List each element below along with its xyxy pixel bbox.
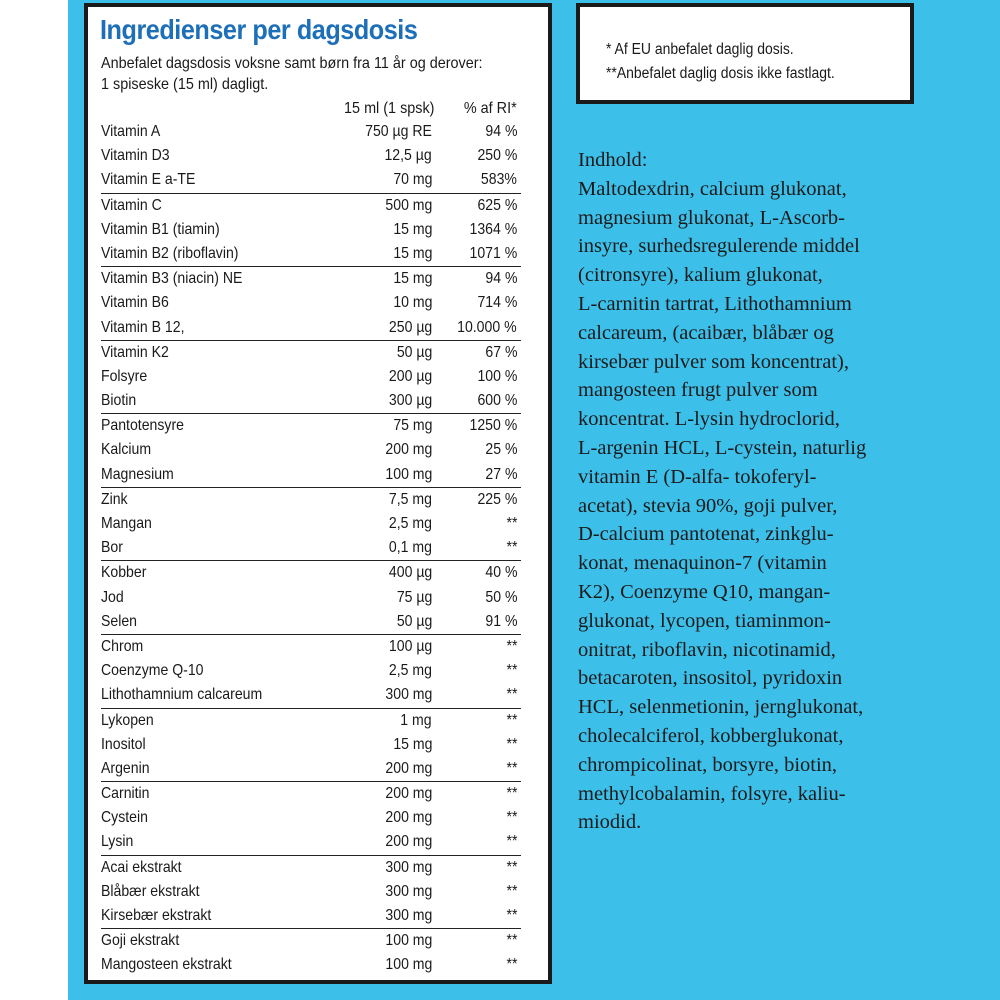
ingredient-ri-percent: 67 % — [484, 343, 517, 361]
table-row — [101, 120, 521, 144]
ingredient-name: Acai ekstrakt — [101, 858, 182, 876]
table-row — [101, 757, 521, 781]
ingredient-name: Vitamin B2 (riboflavin) — [101, 244, 239, 262]
ingredient-name: Zink — [101, 490, 128, 508]
intro-line: Anbefalet dagsdosis voksne samt børn fra 11 år og derover: — [101, 55, 483, 72]
ingredient-ri-percent: 91 % — [484, 612, 517, 630]
table-row — [101, 242, 521, 266]
ingredient-name: Vitamin D3 — [101, 147, 170, 165]
ingredient-amount: 400 µg — [388, 564, 432, 582]
table-row — [101, 487, 521, 512]
table-row — [101, 365, 521, 389]
ingredient-name: Lithothamnium calcareum — [101, 686, 263, 704]
ingredient-ri-percent: ** — [506, 539, 517, 557]
table-row — [101, 781, 521, 806]
contents-line: koncentrat. L-lysin hydroclorid, — [578, 408, 840, 431]
ingredient-ri-percent: 27 % — [484, 465, 517, 483]
ingredient-ri-percent: ** — [506, 882, 517, 900]
column-header-ri: % af RI* — [464, 100, 517, 117]
ingredient-amount: 15 mg — [392, 244, 432, 262]
contents-line: miodid. — [578, 811, 642, 834]
ingredient-amount: 15 mg — [392, 220, 432, 238]
contents-line: L-argenin HCL, L-cystein, naturlig — [578, 436, 867, 459]
contents-line: onitrat, riboflavin, nicotinamid, — [578, 638, 836, 661]
page-title: Ingredienser per dagsdosis — [100, 14, 418, 45]
ingredient-name: Bor — [101, 539, 123, 557]
ingredient-amount: 50 µg — [396, 343, 432, 361]
ingredient-amount: 300 µg — [388, 392, 432, 410]
ingredient-name: Kirsebær ekstrakt — [101, 907, 212, 924]
table-row — [101, 830, 521, 854]
ingredient-ri-percent: 94 % — [484, 123, 517, 140]
ingredient-amount: 75 µg — [396, 588, 432, 606]
table-row — [101, 536, 521, 560]
contents-line: chrompicolinat, borsyre, biotin, — [578, 753, 838, 776]
ingredient-amount: 300 mg — [385, 858, 432, 876]
ingredient-ri-percent: 10.000 % — [457, 318, 517, 336]
contents-line: vitamin E (D-alfa- tokoferyl- — [578, 465, 817, 488]
table-row — [101, 413, 521, 438]
ingredient-name: Biotin — [101, 392, 137, 410]
ingredient-amount: 10 mg — [392, 294, 432, 312]
ingredient-amount: 100 mg — [385, 956, 432, 974]
ingredient-name: Vitamin B6 — [101, 294, 169, 312]
ingredient-name: Kalcium — [101, 441, 152, 459]
ingredient-name: Pantotensyre — [101, 417, 184, 435]
contents-line: methylcobalamin, folsyre, kaliu- — [578, 782, 846, 805]
intro-line: 1 spiseske (15 ml) dagligt. — [101, 76, 269, 93]
ingredient-amount: 200 mg — [385, 809, 432, 827]
ingredient-amount: 100 mg — [385, 465, 432, 483]
table-row — [101, 683, 521, 707]
ingredient-name: Blåbær ekstrakt — [101, 882, 200, 900]
ingredient-ri-percent: 1071 % — [469, 244, 517, 262]
contents-line: kirsebær pulver som koncentrat), — [578, 350, 849, 373]
ingredient-amount: 100 mg — [385, 932, 432, 950]
ingredient-name: Mangosteen ekstrakt — [101, 956, 232, 974]
table-row — [101, 218, 521, 242]
ingredient-amount: 2,5 mg — [388, 515, 432, 532]
contents-text — [578, 146, 938, 837]
ingredient-ri-percent: 625 % — [477, 196, 517, 214]
ingredient-ri-percent: 583% — [480, 171, 517, 189]
table-row — [101, 659, 521, 683]
ingredient-amount: 15 mg — [392, 735, 432, 753]
ingredient-ri-percent: ** — [506, 858, 517, 876]
ingredient-ri-percent: 600 % — [477, 392, 517, 410]
dosage-intro — [101, 53, 524, 95]
table-row — [101, 512, 521, 536]
ingredient-name: Cystein — [101, 809, 148, 827]
contents-line: insyre, surhedsregulerende middel — [578, 235, 860, 258]
table-row — [101, 168, 521, 192]
ingredient-name: Mangan — [101, 515, 152, 532]
table-row — [101, 438, 521, 462]
ingredient-ri-percent: 1364 % — [469, 220, 517, 238]
ingredient-ri-percent: 50 % — [484, 588, 517, 606]
ingredient-ri-percent: 1250 % — [469, 417, 517, 435]
ingredient-ri-percent: ** — [506, 662, 517, 680]
ingredient-ri-percent: ** — [506, 785, 517, 803]
table-row — [101, 904, 521, 928]
ingredient-amount: 70 mg — [392, 171, 432, 189]
ingredient-amount: 250 µg — [388, 318, 432, 336]
ingredient-name: Vitamin B 12, — [101, 318, 185, 336]
ingredient-name: Vitamin B3 (niacin) NE — [101, 270, 243, 288]
table-row — [101, 560, 521, 585]
ingredient-ri-percent: ** — [506, 735, 517, 753]
ingredient-name: Kobber — [101, 564, 147, 582]
ingredient-amount: 100 µg — [388, 637, 432, 655]
contents-line: K2), Coenzyme Q10, mangan- — [578, 580, 831, 603]
table-row — [101, 610, 521, 634]
ingredient-amount: 1 mg — [400, 711, 432, 729]
ingredient-amount: 75 mg — [392, 417, 432, 435]
ingredient-ri-percent: ** — [506, 686, 517, 704]
ingredient-name: Folsyre — [101, 367, 148, 385]
table-row — [101, 733, 521, 757]
ingredient-amount: 500 mg — [385, 196, 432, 214]
ingredient-ri-percent: 714 % — [477, 294, 517, 312]
ingredient-ri-percent: ** — [506, 833, 517, 851]
table-row — [101, 144, 521, 168]
table-row — [101, 316, 521, 340]
ingredient-name: Goji ekstrakt — [101, 932, 180, 950]
ingredient-amount: 200 mg — [385, 833, 432, 851]
table-row — [101, 806, 521, 830]
ingredient-amount: 200 mg — [385, 441, 432, 459]
contents-line: HCL, selenmetionin, jernglukonat, — [578, 696, 864, 719]
ingredient-name: Coenzyme Q-10 — [101, 662, 204, 680]
ingredient-ri-percent: ** — [506, 637, 517, 655]
ingredient-ri-percent: 40 % — [484, 564, 517, 582]
footnote-box — [576, 3, 914, 104]
table-row — [101, 708, 521, 733]
table-row — [101, 953, 521, 977]
contents-line: mangosteen frugt pulver som — [578, 379, 818, 402]
table-row — [101, 463, 521, 487]
ingredient-amount: 200 µg — [388, 367, 432, 385]
ingredient-ri-percent: 250 % — [477, 147, 517, 165]
ingredient-name: Magnesium — [101, 465, 174, 483]
contents-line: glukonat, lycopen, tiaminmon- — [578, 609, 831, 632]
ingredient-name: Vitamin B1 (tiamin) — [101, 220, 220, 238]
ingredient-ri-percent: ** — [506, 711, 517, 729]
contents-line: betacaroten, insositol, pyridoxin — [578, 667, 843, 690]
ingredient-name: Inositol — [101, 735, 146, 753]
ingredient-amount: 50 µg — [396, 612, 432, 630]
ingredient-ri-percent: ** — [506, 907, 517, 924]
contents-line: magnesium glukonat, L-Ascorb- — [578, 206, 846, 229]
ingredient-name: Vitamin E a-TE — [101, 171, 196, 189]
contents-line: D-calcium pantotenat, zinkglu- — [578, 523, 834, 546]
contents-line: L-carnitin tartrat, Lithothamnium — [578, 292, 852, 315]
ingredient-amount: 200 mg — [385, 759, 432, 777]
ingredient-name: Chrom — [101, 637, 144, 655]
ingredient-amount: 200 mg — [385, 785, 432, 803]
contents-line: cholecalciferol, kobberglukonat, — [578, 724, 844, 747]
ingredient-amount: 300 mg — [385, 907, 432, 924]
ingredients-table — [101, 120, 521, 978]
ingredient-name: Lysin — [101, 833, 134, 851]
ingredient-ri-percent: ** — [506, 932, 517, 950]
ingredient-amount: 750 µg RE — [365, 123, 432, 140]
ingredient-ri-percent: ** — [506, 956, 517, 974]
table-row — [101, 880, 521, 904]
ingredient-name: Selen — [101, 612, 138, 630]
ingredient-ri-percent: 25 % — [484, 441, 517, 459]
contents-line: konat, menaquinon-7 (vitamin — [578, 552, 827, 575]
table-row — [101, 291, 521, 315]
footnote-eu-ri: * Af EU anbefalet daglig dosis. — [606, 41, 794, 58]
contents-line: acetat), stevia 90%, goji pulver, — [578, 494, 838, 517]
ingredient-ri-percent: ** — [506, 809, 517, 827]
table-row — [101, 266, 521, 291]
ingredient-ri-percent: 225 % — [477, 490, 517, 508]
ingredient-ri-percent: ** — [506, 515, 517, 532]
ingredient-amount: 12,5 µg — [384, 147, 432, 165]
contents-line: Maltodexdrin, calcium glukonat, — [578, 177, 847, 200]
ingredient-amount: 2,5 mg — [388, 662, 432, 680]
ingredient-name: Vitamin A — [101, 123, 161, 140]
table-row — [101, 928, 521, 953]
table-row — [101, 855, 521, 880]
ingredient-name: Lykopen — [101, 711, 154, 729]
table-row — [101, 586, 521, 610]
contents-line: (citronsyre), kalium glukonat, — [578, 264, 823, 287]
ingredient-name: Vitamin C — [101, 196, 162, 214]
footnote-no-ri: **Anbefalet daglig dosis ikke fastlagt. — [606, 65, 835, 82]
ingredient-ri-percent: 100 % — [477, 367, 517, 385]
contents-heading: Indhold: — [578, 149, 648, 171]
ingredient-amount: 15 mg — [392, 270, 432, 288]
contents-line: calcareum, (acaibær, blåbær og — [578, 321, 834, 344]
ingredient-amount: 300 mg — [385, 686, 432, 704]
ingredient-name: Argenin — [101, 759, 150, 777]
ingredient-ri-percent: 94 % — [484, 270, 517, 288]
table-row — [101, 193, 521, 218]
table-row — [101, 634, 521, 659]
table-row — [101, 389, 521, 413]
table-row — [101, 340, 521, 365]
ingredient-name: Jod — [101, 588, 124, 606]
ingredient-ri-percent: ** — [506, 759, 517, 777]
ingredient-amount: 300 mg — [385, 882, 432, 900]
ingredient-amount: 0,1 mg — [388, 539, 432, 557]
column-header-amount: 15 ml (1 spsk) — [343, 100, 434, 117]
ingredient-name: Carnitin — [101, 785, 150, 803]
ingredient-name: Vitamin K2 — [101, 343, 169, 361]
ingredient-amount: 7,5 mg — [388, 490, 432, 508]
